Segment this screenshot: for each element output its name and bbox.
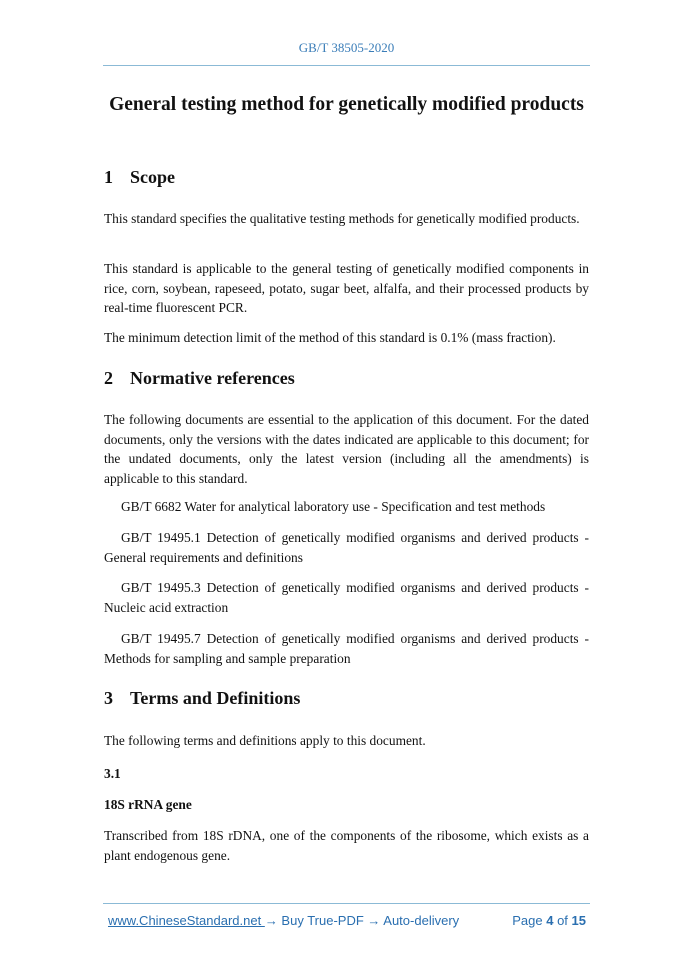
footer-note: → Buy True-PDF → Auto-delivery xyxy=(264,913,460,928)
term-definition: Transcribed from 18S rDNA, one of the components of the ribosome, which exists as a plant endogenous gene. xyxy=(104,828,589,863)
paragraph: This standard is applicable to the general testing of genetically modified components in rice, corn, soybean, rapeseed, potato, sugar beet, alfalfa, and their processed products by real-time fluorescent PCR. xyxy=(104,261,589,315)
reference-item: GB/T 19495.7 Detection of genetically modified organisms and derived products - Methods for sampling and sample preparation xyxy=(104,631,589,666)
paragraph: The minimum detection limit of the method of this standard is 0.1% (mass fraction). xyxy=(104,330,556,345)
term-number: 3.1 xyxy=(104,766,121,781)
doc-header: GB/T 38505-2020 xyxy=(298,40,395,55)
header-divider xyxy=(103,65,590,66)
reference-item: GB/T 19495.3 Detection of genetically modified organisms and derived products - Nucleic acid extraction xyxy=(104,580,589,615)
section-1-heading: 1 Scope xyxy=(104,167,175,187)
paragraph: The following documents are essential to the application of this document. For the dated documents, only the versions with the dates indicated are applicable to this document; for the undated documents, only the latest version (including all the amendments) is applicable to this standard. xyxy=(104,412,589,486)
reference-item: GB/T 19495.1 Detection of genetically modified organisms and derived products - General requirements and definitions xyxy=(104,530,589,565)
paragraph: This standard specifies the qualitative testing methods for genetically modified products. xyxy=(104,211,580,226)
doc-title: General testing method for genetically modified products xyxy=(109,94,584,115)
section-3-heading: 3 Terms and Definitions xyxy=(104,688,301,708)
paragraph: The following terms and definitions apply to this document. xyxy=(104,733,426,748)
term-title: 18S rRNA gene xyxy=(104,797,192,812)
reference-item: GB/T 6682 Water for analytical laboratory use - Specification and test methods xyxy=(121,499,546,514)
website-link[interactable]: www.ChineseStandard.net xyxy=(108,913,265,928)
footer-divider xyxy=(103,903,590,904)
page-indicator: Page 4 of 15 xyxy=(512,913,586,928)
section-2-heading: 2 Normative references xyxy=(104,368,295,388)
footer xyxy=(108,913,586,928)
